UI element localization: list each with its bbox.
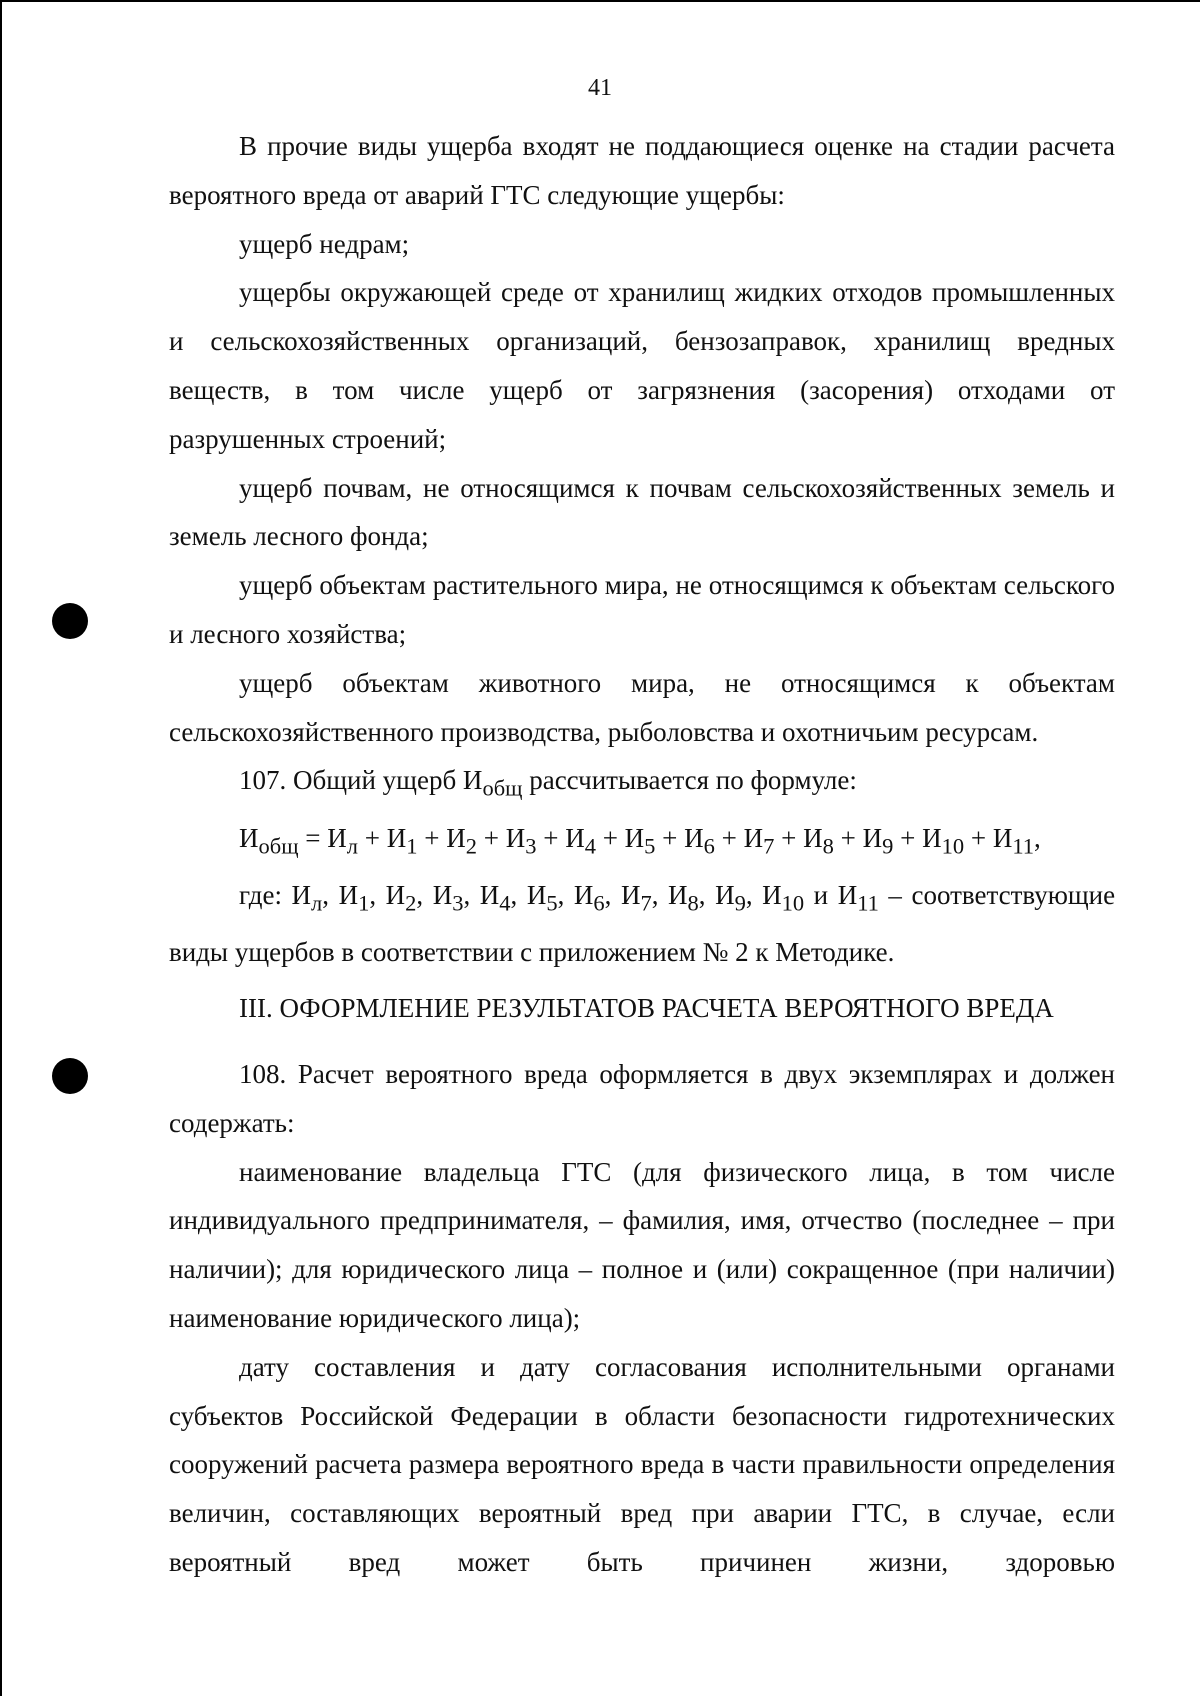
paragraph-soil-damage: ущерб почвам, не относящимся к почвам сельскохозяйственных земель и земель лесного фонда; (169, 472, 1115, 552)
item-107-subscript: общ (482, 775, 523, 801)
where-term-base: И (432, 879, 453, 910)
where-term-base: И (338, 879, 359, 910)
formula-term-subscript: 6 (703, 832, 715, 858)
where-last-term-base: И (837, 879, 858, 910)
page-number: 41 (588, 75, 612, 101)
formula-plus: + (358, 822, 387, 853)
formula-plus: + (714, 822, 744, 853)
formula-plus: + (595, 822, 625, 853)
paragraph-flora-damage: ущерб объектам растительного мира, не относящимся к объектам сельского и лесного хозяйства; (169, 570, 1115, 649)
formula-plus: + (774, 822, 804, 853)
paragraph-subsoil-damage: ущерб недрам; (239, 228, 410, 259)
where-separator: , (369, 879, 386, 910)
where-last-term-subscript: 11 (857, 890, 879, 916)
formula-plus: + (964, 822, 993, 853)
item-107-text-before: 107. Общий ущерб И (239, 765, 483, 796)
formula-term-subscript: 1 (406, 832, 418, 858)
section-2-body (169, 1050, 1115, 1587)
where-term-base: И (620, 879, 641, 910)
formula-term-base: И (743, 822, 764, 853)
formula-lhs-subscript: общ (258, 832, 299, 858)
formula-plus: + (476, 822, 506, 853)
punch-hole-bottom (52, 1058, 88, 1094)
paragraph-intro: В прочие виды ущерба входят не поддающиеся оценке на стадии расчета вероятного вреда от аварий ГТС следующие ущербы: (169, 131, 1115, 210)
where-separator: , (557, 879, 574, 910)
where-term-base: И (291, 879, 312, 910)
paragraph-environment-damage: ущербы окружающей среде от хранилищ жидких отходов промышленных и сельскохозяйственных организаций, бензозаправок, хранилищ вредных веществ, в том числе ущерб от загрязнения (засорения) отходами от разрушенных строений; (169, 277, 1115, 454)
where-separator: , (510, 879, 527, 910)
total-damage-formula (169, 814, 1115, 871)
paragraph-formula-explanation (169, 871, 1115, 977)
formula-term-subscript: 7 (763, 832, 775, 858)
scan-border-left (0, 0, 2, 1696)
formula-plus: + (833, 822, 863, 853)
formula-term-base: И (505, 822, 526, 853)
formula-term-base: И (565, 822, 585, 853)
formula-trailing: , (1034, 822, 1041, 853)
formula-equals: = (298, 822, 328, 853)
punch-hole-top (52, 603, 88, 639)
formula-term-subscript: 2 (465, 832, 477, 858)
where-term-base: И (385, 879, 406, 910)
where-term-base: И (479, 879, 500, 910)
formula-plus: + (417, 822, 447, 853)
formula-term-base: И (327, 822, 347, 853)
formula-term-base: И (446, 822, 466, 853)
where-term-subscript: 4 (499, 890, 511, 916)
formula-lhs-base: И (239, 822, 259, 853)
where-term-base: И (762, 879, 782, 910)
where-joiner: и (804, 879, 838, 910)
where-separator: , (745, 879, 763, 910)
where-term-subscript: 1 (358, 890, 370, 916)
formula-term-subscript: 4 (584, 832, 596, 858)
paragraph-item-107 (169, 756, 1115, 813)
formula-term-base: И (386, 822, 407, 853)
scan-border-top (0, 0, 1200, 2)
where-separator: , (416, 879, 433, 910)
where-separator: , (604, 879, 621, 910)
formula-term-subscript: 10 (941, 832, 965, 858)
where-term-base: И (668, 879, 688, 910)
formula-plus: + (893, 822, 923, 853)
where-prefix: где: (239, 879, 292, 910)
where-term-subscript: 8 (687, 890, 699, 916)
where-term-base: И (573, 879, 594, 910)
where-separator: , (651, 879, 668, 910)
formula-term-base: И (992, 822, 1013, 853)
where-term-subscript: 9 (734, 890, 746, 916)
paragraph-dates: дату составления и дату согласования исполнительными органами субъектов Российской Федерации в области безопасности гидротехнических сооружений расчета размера вероятного вреда в части правильности определения величин, составляющих вероятный вред при аварии ГТС, в случае, если вероятный вред может быть причинен жизни, здоровью (169, 1351, 1115, 1577)
where-separator: , (698, 879, 716, 910)
formula-term-subscript: 11 (1012, 832, 1034, 858)
formula-term-subscript: 8 (822, 832, 834, 858)
formula-term-subscript: 5 (644, 832, 656, 858)
formula-term-subscript: л (346, 832, 358, 858)
formula-term-subscript: 3 (525, 832, 537, 858)
where-term-subscript: 6 (593, 890, 605, 916)
formula-term-subscript: 9 (882, 832, 894, 858)
where-term-base: И (715, 879, 735, 910)
formula-plus: + (536, 822, 566, 853)
where-term-subscript: 5 (546, 890, 558, 916)
where-separator: , (463, 879, 480, 910)
formula-term-base: И (922, 822, 942, 853)
section-heading: III. ОФОРМЛЕНИЕ РЕЗУЛЬТАТОВ РАСЧЕТА ВЕРОЯТНОГО ВРЕДА (239, 993, 1054, 1023)
formula-plus: + (655, 822, 685, 853)
paragraph-fauna-damage: ущерб объектам животного мира, не относящимся к объектам сельскохозяйственного производства, рыболовства и охотничьим ресурсам. (169, 667, 1115, 747)
formula-term-base: И (862, 822, 883, 853)
paragraph-item-108: 108. Расчет вероятного вреда оформляется в двух экземплярах и должен содержать: (169, 1059, 1115, 1138)
where-term-subscript: 7 (640, 890, 652, 916)
where-term-subscript: 3 (452, 890, 464, 916)
where-term-subscript: 2 (405, 890, 417, 916)
where-term-subscript: 10 (781, 890, 805, 916)
paragraph-owner-name: наименование владельца ГТС (для физического лица, в том числе индивидуального предпринимателя, – фамилия, имя, отчество (последнее – при наличии); для юридического лица – полное и (или) сокращенное (при наличии) наименование юридического лица); (169, 1156, 1115, 1333)
formula-term-base: И (624, 822, 645, 853)
section-1-body (169, 122, 1115, 977)
where-suffix: – соответствующие виды ущербов в соответствии с приложением № 2 к Методике. (169, 879, 1116, 967)
where-separator: , (322, 879, 339, 910)
item-107-text-after: рассчитывается по формуле: (522, 765, 857, 796)
where-term-subscript: л (311, 890, 323, 916)
where-term-base: И (526, 879, 547, 910)
formula-term-base: И (684, 822, 704, 853)
formula-term-base: И (803, 822, 823, 853)
